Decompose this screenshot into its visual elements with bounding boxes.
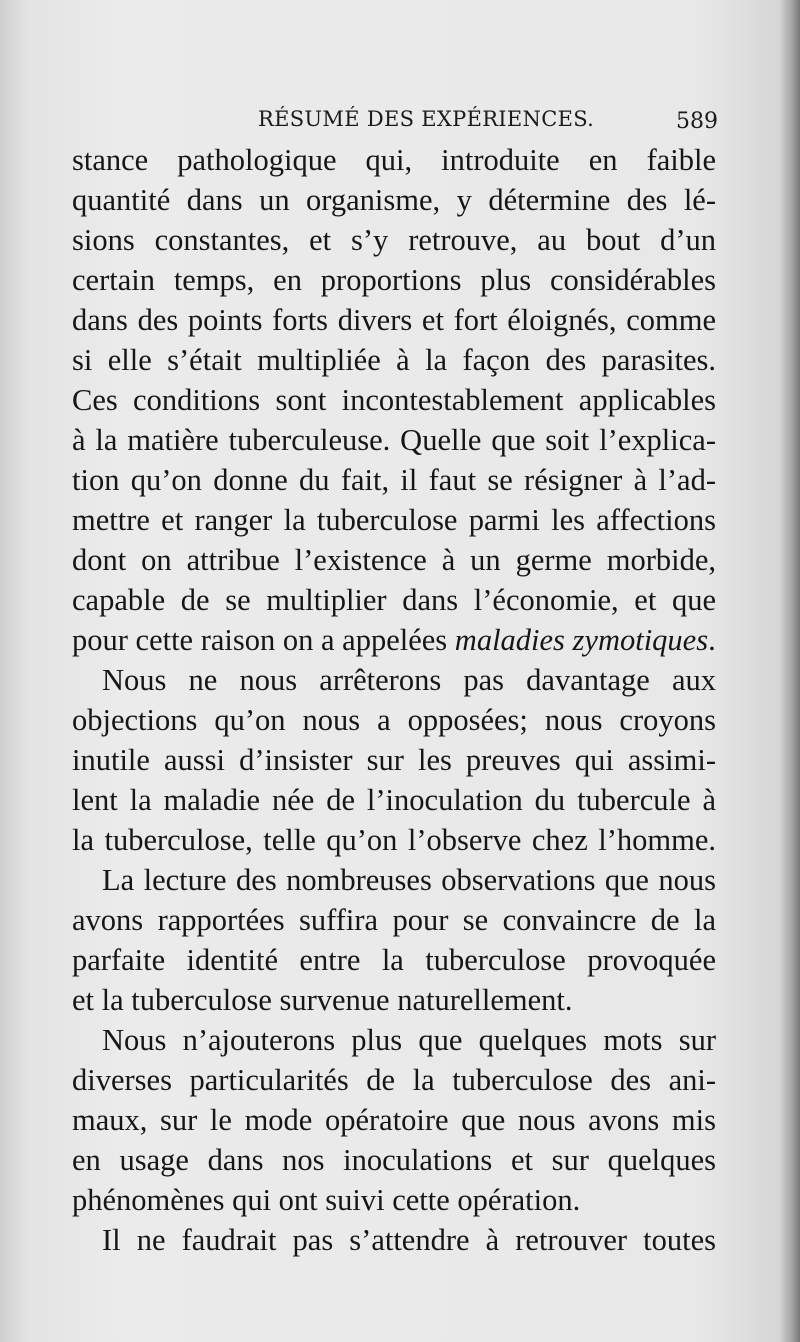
- text-line: phénomènes qui ont suivi cette opération.: [72, 1183, 581, 1217]
- text-line: objections qu’on nous a opposées; nous croyons: [72, 703, 716, 737]
- text-line: si elle s’était multipliée à la façon des parasites.: [72, 343, 716, 377]
- text-line: à la matière tuberculeuse. Quelle que soit l’explica-: [72, 423, 716, 457]
- text-line: inutile aussi d’insister sur les preuves qui assimi-: [72, 743, 716, 777]
- text-line: dans des points forts divers et fort éloignés, comme: [72, 303, 716, 337]
- text-line: la tuberculose, telle qu’on l’observe chez l’homme.: [72, 823, 716, 857]
- running-head: [0, 103, 800, 139]
- text-line: dont on attribue l’existence à un germe morbide,: [72, 543, 716, 577]
- paragraph-first-line: Nous n’ajouterons plus que quelques mots sur: [102, 1023, 716, 1057]
- text-line: Ces conditions sont incontestablement applicables: [72, 383, 716, 417]
- text-line: en usage dans nos inoculations et sur quelques: [72, 1143, 716, 1177]
- text-line: maux, sur le mode opératoire que nous avons mis: [72, 1103, 716, 1137]
- italic-term: maladies zymotiques: [454, 623, 709, 657]
- text-line: lent la maladie née de l’inoculation du tubercule à: [72, 783, 716, 817]
- page-number: 589: [676, 109, 718, 134]
- text-segment: .: [708, 623, 716, 657]
- running-head-title: RÉSUMÉ DES EXPÉRIENCES.: [258, 107, 595, 131]
- text-line: tion qu’on donne du fait, il faut se résigner à l’ad-: [72, 463, 716, 497]
- paragraph-first-line: Il ne faudrait pas s’attendre à retrouver toutes: [102, 1223, 716, 1257]
- text-line: sions constantes, et s’y retrouve, au bout d’un: [72, 223, 716, 257]
- text-line: stance pathologique qui, introduite en faible: [72, 143, 716, 177]
- page-edge-shadow: [778, 0, 800, 1342]
- text-segment: pour cette raison on a appelées: [72, 623, 455, 657]
- text-line: certain temps, en proportions plus considérables: [72, 263, 716, 297]
- text-line: capable de se multiplier dans l’économie, et que: [72, 583, 716, 617]
- text-line-with-italic: [72, 620, 716, 660]
- paragraph-first-line: La lecture des nombreuses observations que nous: [102, 863, 716, 897]
- text-line: quantité dans un organisme, y détermine des lé-: [72, 183, 716, 217]
- text-line: diverses particularités de la tuberculose des ani-: [72, 1063, 716, 1097]
- text-line: parfaite identité entre la tuberculose provoquée: [72, 943, 716, 977]
- text-line: avons rapportées suffira pour se convaincre de la: [72, 903, 716, 937]
- body-text: [72, 140, 716, 1260]
- paragraph-first-line: Nous ne nous arrêterons pas davantage aux: [102, 663, 716, 697]
- text-line: et la tuberculose survenue naturellement.: [72, 983, 573, 1017]
- text-line: mettre et ranger la tuberculose parmi les affections: [72, 503, 716, 537]
